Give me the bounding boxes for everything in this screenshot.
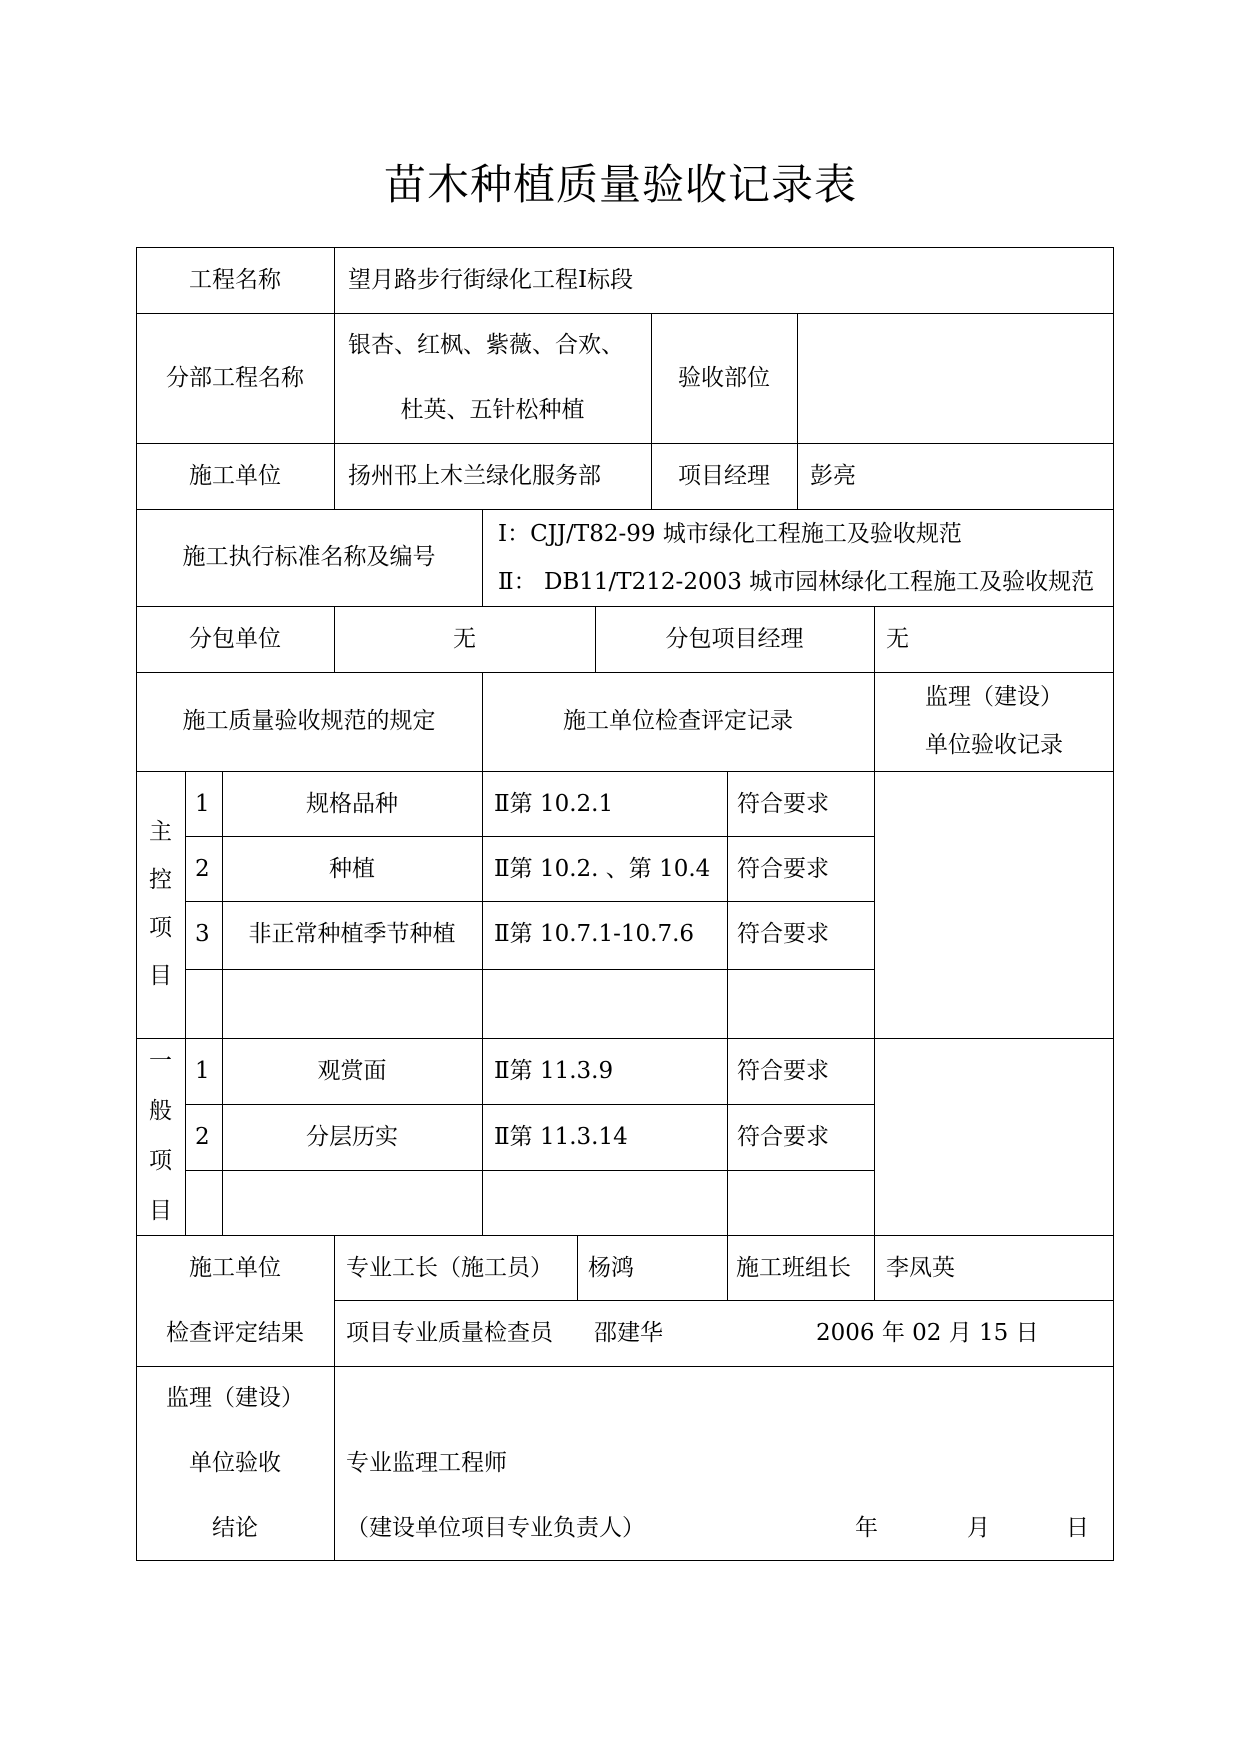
value-quality-inspector: 邵建华 [594,1320,663,1346]
label-supervising-engineer: 专业监理工程师 [346,1450,507,1476]
row-divider [136,1235,1114,1236]
label-construction-unit: 施工单位 [189,463,281,489]
label-quality-inspector: 项目专业质量检查员 [346,1320,553,1346]
row-divider [136,672,1114,673]
main-item-name: 规格品种 [306,791,398,817]
value-standard-1: Ⅰ：CJJ/T82-99 城市绿化工程施工及验收规范 [498,521,962,547]
label-conclusion-3: 结论 [212,1515,258,1541]
main-control-char: 项 [149,915,172,941]
general-char: 般 [149,1098,172,1124]
main-item-clause: Ⅱ第 10.2. 、第 10.4 [494,856,711,882]
value-team-leader: 李凤英 [886,1255,955,1281]
col-divider [334,247,335,509]
general-item-clause: Ⅱ第 11.3.9 [494,1058,614,1084]
label-project-manager: 项目经理 [678,463,770,489]
col-divider [727,1235,728,1300]
general-char: 一 [149,1048,172,1074]
label-foreman: 专业工长（施工员） [346,1255,553,1281]
main-item-name: 非正常种植季节种植 [248,921,456,947]
label-team-leader: 施工班组长 [736,1255,851,1281]
label-check-result-2: 检查评定结果 [166,1320,304,1346]
document-title: 苗木种植质量验收记录表 [383,160,857,209]
row-divider [136,509,1114,510]
main-item-result: 符合要求 [737,856,829,882]
value-foreman: 杨鸿 [588,1255,634,1281]
col-divider [482,509,483,606]
label-project-name: 工程名称 [189,267,281,293]
header-spec-rule: 施工质量验收规范的规定 [182,708,436,734]
main-item-no: 2 [195,856,210,882]
label-conclusion-2: 单位验收 [189,1450,281,1476]
value-subcontractor: 无 [453,626,476,652]
general-item-no: 2 [195,1124,210,1150]
general-item-name: 观赏面 [317,1058,387,1084]
value-sub-manager: 无 [886,626,909,652]
general-item-name: 分层历实 [306,1124,398,1150]
record-table-frame [136,247,1114,1561]
label-owner-rep: （建设单位项目专业负责人） [346,1515,645,1541]
general-item-no: 1 [195,1058,210,1084]
label-day: 日 [1066,1515,1089,1541]
main-control-char: 目 [149,963,172,989]
main-item-result: 符合要求 [737,791,829,817]
value-construction-unit: 扬州邗上木兰绿化服务部 [348,463,601,489]
general-char: 项 [149,1148,172,1174]
general-item-clause: Ⅱ第 11.3.14 [494,1124,628,1150]
value-project-name: 望月路步行街绿化工程Ⅰ标段 [348,267,634,293]
row-divider [185,901,874,902]
col-divider [185,771,186,1235]
row-divider [136,606,1114,607]
label-check-result-1: 施工单位 [189,1255,281,1281]
label-sub-manager: 分包项目经理 [665,626,804,652]
main-item-result: 符合要求 [737,921,829,947]
main-item-name: 种植 [329,856,375,882]
col-divider [482,672,483,1235]
value-project-manager: 彭亮 [810,463,856,489]
main-control-char: 主 [149,819,172,845]
row-divider [185,836,874,837]
main-item-clause: Ⅱ第 10.7.1-10.7.6 [494,921,695,947]
main-item-clause: Ⅱ第 10.2.1 [494,791,614,817]
main-control-char: 控 [149,867,172,893]
value-subproject-line1: 银杏、红枫、紫薇、合欢、 [348,332,624,358]
general-char: 目 [149,1198,172,1224]
col-divider [727,771,728,1235]
row-divider [334,1300,1114,1301]
col-divider [874,1235,875,1300]
label-subcontractor: 分包单位 [189,626,281,652]
row-divider [136,1038,1114,1039]
row-divider [136,443,1114,444]
col-divider [874,606,875,672]
label-month: 月 [967,1515,990,1541]
label-standard-name: 施工执行标准名称及编号 [182,544,436,570]
label-year: 年 [855,1515,878,1541]
label-subproject-name: 分部工程名称 [166,365,304,391]
row-divider [185,969,874,970]
row-divider [136,771,1114,772]
row-divider [136,313,1114,314]
general-item-result: 符合要求 [737,1058,829,1084]
main-item-no: 3 [195,921,210,947]
row-divider [136,1366,1114,1367]
value-check-date: 2006 年 02 月 15 日 [816,1320,1039,1346]
main-item-no: 1 [195,791,210,817]
header-supervision-record-1: 监理（建设） [925,684,1063,710]
row-divider [185,1104,874,1105]
value-standard-2: Ⅱ： DB11/T212-2003 城市园林绿化工程施工及验收规范 [498,569,1095,595]
col-divider [797,313,798,509]
row-divider [185,1170,874,1171]
label-acceptance-part: 验收部位 [678,365,770,391]
header-supervision-record-2: 单位验收记录 [925,732,1063,758]
col-divider [577,1235,578,1300]
col-divider [222,771,223,1235]
header-unit-check-record: 施工单位检查评定记录 [563,708,793,734]
col-divider [334,1235,335,1561]
general-item-result: 符合要求 [737,1124,829,1150]
label-conclusion-1: 监理（建设） [166,1385,304,1411]
value-subproject-line2: 杜英、五针松种植 [400,397,585,423]
